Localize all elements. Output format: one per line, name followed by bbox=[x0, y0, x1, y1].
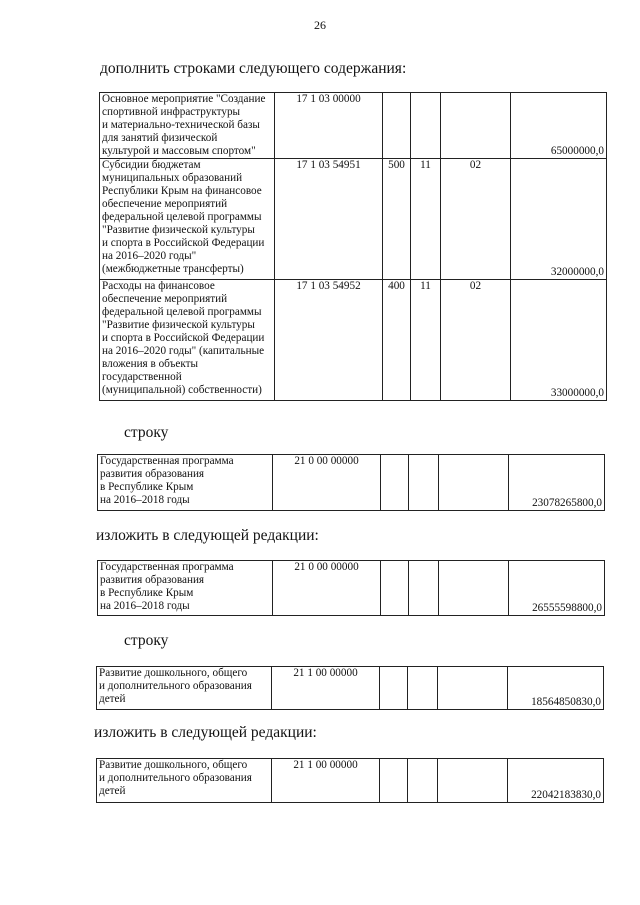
intro-text: дополнить строками следующего содержания: bbox=[100, 60, 407, 77]
row-csr: 21 1 00 00000 bbox=[272, 759, 380, 803]
row-name: Развитие дошкольного, общего и дополнительного образования детей bbox=[97, 667, 272, 710]
row-pr bbox=[438, 759, 508, 803]
row-csr: 17 1 03 54951 bbox=[275, 159, 383, 280]
row-pr bbox=[438, 667, 508, 710]
table-row bbox=[97, 759, 604, 803]
new-row-table-1 bbox=[97, 560, 605, 616]
row-amount: 23078265800,0 bbox=[509, 455, 605, 511]
row-pr bbox=[441, 93, 511, 159]
table-row bbox=[100, 280, 607, 401]
row-vr bbox=[380, 759, 408, 803]
row-csr: 17 1 03 54952 bbox=[275, 280, 383, 401]
row-rz: 11 bbox=[411, 159, 441, 280]
label-row-1: строку bbox=[124, 424, 169, 441]
row-amount: 32000000,0 bbox=[511, 159, 607, 280]
row-csr: 21 0 00 00000 bbox=[273, 455, 381, 511]
page-number: 26 bbox=[314, 18, 326, 32]
row-amount: 18564850830,0 bbox=[508, 667, 604, 710]
row-amount: 65000000,0 bbox=[511, 93, 607, 159]
row-name: Развитие дошкольного, общего и дополнительного образования детей bbox=[97, 759, 272, 803]
row-pr: 02 bbox=[441, 280, 511, 401]
new-row-table-2 bbox=[96, 758, 604, 803]
row-csr: 21 1 00 00000 bbox=[272, 667, 380, 710]
row-amount: 22042183830,0 bbox=[508, 759, 604, 803]
row-rz bbox=[408, 667, 438, 710]
row-pr: 02 bbox=[441, 159, 511, 280]
row-pr bbox=[439, 561, 509, 616]
table-row bbox=[97, 667, 604, 710]
row-amount: 33000000,0 bbox=[511, 280, 607, 401]
old-row-table-1 bbox=[97, 454, 605, 511]
added-rows-table bbox=[99, 92, 607, 401]
row-vr bbox=[383, 93, 411, 159]
table-row bbox=[98, 561, 605, 616]
edit-text-1: изложить в следующей редакции: bbox=[96, 527, 319, 544]
table-row bbox=[100, 93, 607, 159]
row-csr: 21 0 00 00000 bbox=[273, 561, 381, 616]
row-rz: 11 bbox=[411, 280, 441, 401]
row-amount: 26555598800,0 bbox=[509, 561, 605, 616]
row-name: Субсидии бюджетам муниципальных образований Республики Крым на финансовое обеспечение мероприятий федеральной целевой программы "Развитие физической культуры и спорта в Российской Федерации на 2016–2020 годы" (межбюджетные трансферты) bbox=[100, 159, 275, 280]
row-name: Основное мероприятие "Создание спортивной инфраструктуры и материально-технической базы для занятий физической культурой и массовым спортом" bbox=[100, 93, 275, 159]
row-rz bbox=[409, 455, 439, 511]
row-csr: 17 1 03 00000 bbox=[275, 93, 383, 159]
row-rz bbox=[408, 759, 438, 803]
row-vr: 400 bbox=[383, 280, 411, 401]
row-name: Государственная программа развития образования в Республике Крым на 2016–2018 годы bbox=[98, 561, 273, 616]
row-vr bbox=[381, 455, 409, 511]
label-row-2: строку bbox=[124, 632, 169, 649]
row-pr bbox=[439, 455, 509, 511]
row-rz bbox=[409, 561, 439, 616]
row-vr: 500 bbox=[383, 159, 411, 280]
edit-text-2: изложить в следующей редакции: bbox=[94, 724, 317, 741]
row-name: Расходы на финансовое обеспечение мероприятий федеральной целевой программы "Развитие физической культуры и спорта в Российской Федерации на 2016–2020 годы" (капитальные вложения в объекты государственной (муниципальной) собственности) bbox=[100, 280, 275, 401]
row-vr bbox=[381, 561, 409, 616]
row-rz bbox=[411, 93, 441, 159]
old-row-table-2 bbox=[96, 666, 604, 710]
table-row bbox=[100, 159, 607, 280]
row-name: Государственная программа развития образования в Республике Крым на 2016–2018 годы bbox=[98, 455, 273, 511]
row-vr bbox=[380, 667, 408, 710]
table-row bbox=[98, 455, 605, 511]
